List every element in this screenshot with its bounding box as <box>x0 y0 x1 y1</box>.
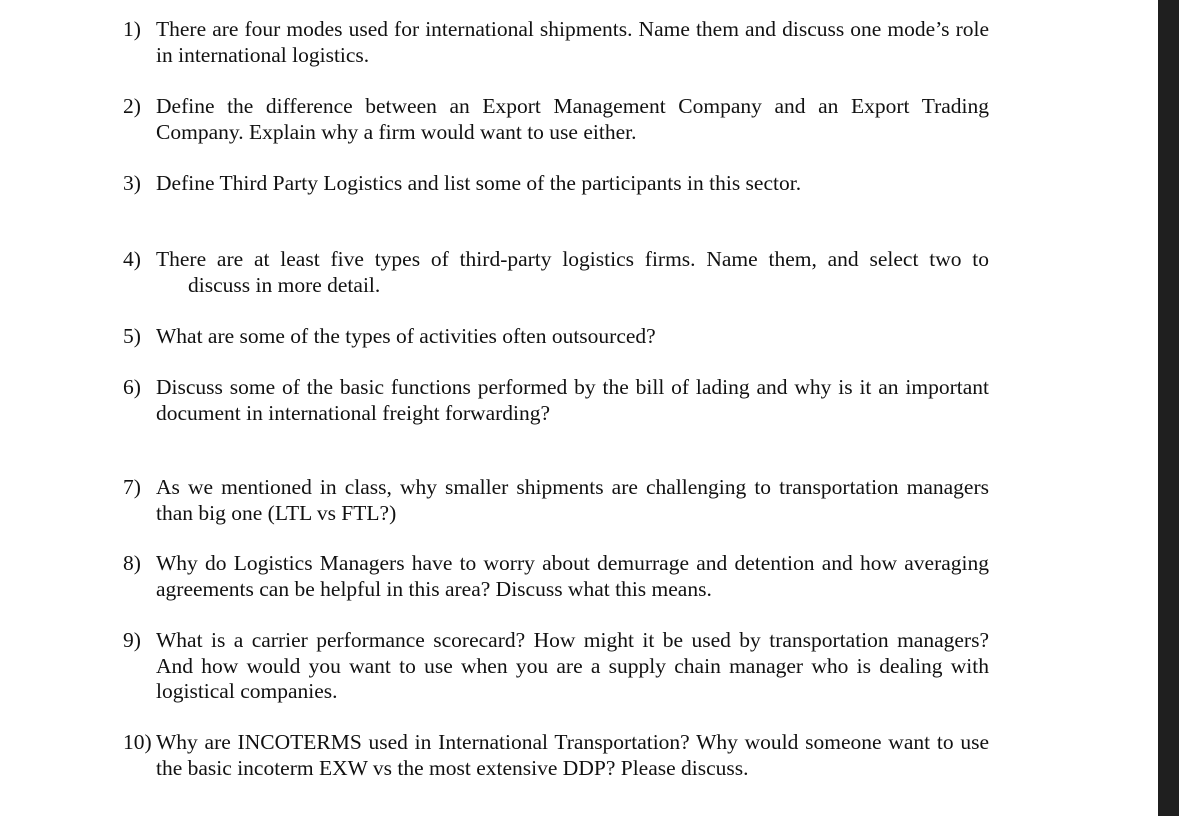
question-text: As we mentioned in class, why smaller shipments are challenging to transportation managers than big one (LTL vs FTL?) <box>156 475 989 525</box>
window-edge <box>1158 0 1179 816</box>
question-10 <box>123 730 989 781</box>
question-text: Define Third Party Logistics and list some of the participants in this sector. <box>156 171 802 195</box>
question-number: 2) <box>123 94 141 118</box>
question-number: 1) <box>123 17 141 41</box>
question-5 <box>123 324 989 350</box>
question-text: What is a carrier performance scorecard? How might it be used by transportation managers? And how would you want to use when you are a supply chain manager who is dealing with logistical companies. <box>156 628 989 703</box>
question-number: 7) <box>123 475 141 499</box>
question-6 <box>123 375 989 426</box>
question-text: Define the difference between an Export Management Company and an Export Trading Company. Explain why a firm would want to use either. <box>156 94 989 144</box>
question-number: 8) <box>123 551 141 575</box>
question-1 <box>123 17 989 68</box>
question-9 <box>123 628 989 705</box>
question-number: 5) <box>123 324 141 348</box>
question-text: Discuss some of the basic functions performed by the bill of lading and why is it an important document in international freight forwarding? <box>156 375 989 425</box>
question-number: 3) <box>123 171 141 195</box>
question-number: 6) <box>123 375 141 399</box>
question-number: 4) <box>123 247 141 271</box>
question-text: There are four modes used for international shipments. Name them and discuss one mode’s role in international logistics. <box>156 17 989 67</box>
question-number: 10) <box>123 730 152 754</box>
question-8 <box>123 551 989 602</box>
question-4 <box>123 247 989 298</box>
question-2 <box>123 94 989 145</box>
question-text-line-2: discuss in more detail. <box>188 272 381 297</box>
question-7 <box>123 475 989 526</box>
question-3 <box>123 171 989 197</box>
question-text: What are some of the types of activities often outsourced? <box>156 324 656 348</box>
question-number: 9) <box>123 628 141 652</box>
question-text-line-1: There are at least five types of third-party logistics firms. Name them, and select two to <box>156 247 989 271</box>
question-text: Why do Logistics Managers have to worry about demurrage and detention and how averaging agreements can be helpful in this area? Discuss what this means. <box>156 551 989 601</box>
question-text: Why are INCOTERMS used in International Transportation? Why would someone want to use the basic incoterm EXW vs the most extensive DDP? Please discuss. <box>156 730 989 780</box>
